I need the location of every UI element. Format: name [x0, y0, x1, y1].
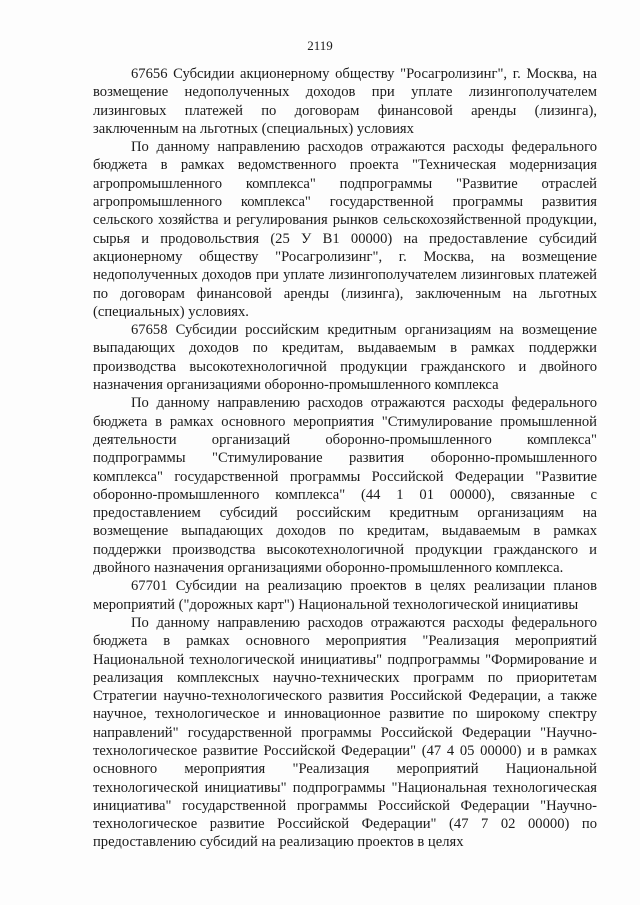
paragraph-67656-title: 67656 Субсидии акционерному обществу "Росагролизинг", г. Москва, на возмещение недополученных доходов при уплате лизингополучателем лизинговых платежей по договорам финансовой аренды (лизинга), заключенным на льготных (специальных) условиях — [93, 66, 597, 137]
page-number: 2119 — [307, 38, 333, 53]
paragraph-67701-title: 67701 Субсидии на реализацию проектов в целях реализации планов мероприятий ("дорожных карт") Национальной технологической инициативы — [93, 578, 597, 613]
document-body — [93, 65, 597, 852]
paragraph-67701-description: По данному направлению расходов отражаются расходы федерального бюджета в рамках основного мероприятия "Реализация мероприятий Национальной технологической инициативы" подпрограммы "Формирование и реализация комплексных научно-технических программ по приоритетам Стратегии научно-технологического развития Российской Федерации, а также научное, технологическое и инновационное развитие по широкому спектру направлений" государственной программы Российской Федерации "Научно-технологическое развитие Российской Федерации" (47 4 05 00000) и в рамках основного мероприятия "Реализация мероприятий Национальной технологической инициативы" подпрограммы "Национальная технологическая инициатива" государственной программы Российской Федерации "Научно-технологическое развитие Российской Федерации" (47 7 02 00000) по предоставлению субсидий на реализацию проектов в целях — [93, 614, 597, 851]
paragraph-67656-description: По данному направлению расходов отражаются расходы федерального бюджета в рамках ведомственного проекта "Техническая модернизация агропромышленного комплекса" подпрограммы "Развитие отраслей агропромышленного комплекса" государственной программы развития сельского хозяйства и регулирования рынков сельскохозяйственной продукции, сырья и продовольствия (25 У В1 00000) на предоставление субсидий акционерному обществу "Росагролизинг", г. Москва, на возмещение недополученных доходов при уплате лизингополучателем лизинговых платежей по договорам финансовой аренды (лизинга), заключенным на льготных (специальных) условиях. — [93, 139, 597, 320]
paragraph-67658-title: 67658 Субсидии российским кредитным организациям на возмещение выпадающих доходов по кредитам, выдаваемым в рамках поддержки производства высокотехнологичной продукции гражданского и двойного назначения организациями оборонно-промышленного комплекса — [93, 322, 597, 394]
paragraph-67658-description: По данному направлению расходов отражаются расходы федерального бюджета в рамках основного мероприятия "Стимулирование промышленной деятельности организаций оборонно-промышленного комплекса" подпрограммы "Стимулирование развития оборонно-промышленного комплекса" государственной программы Российской Федерации "Развитие оборонно-промышленного комплекса" (44 1 01 00000), связанные с предоставлением субсидий российским кредитным организациям на возмещение выпадающих доходов по кредитам, выдаваемым в рамках поддержки производства высокотехнологичной продукции гражданского и двойного назначения организациями оборонно-промышленного комплекса. — [93, 395, 597, 577]
